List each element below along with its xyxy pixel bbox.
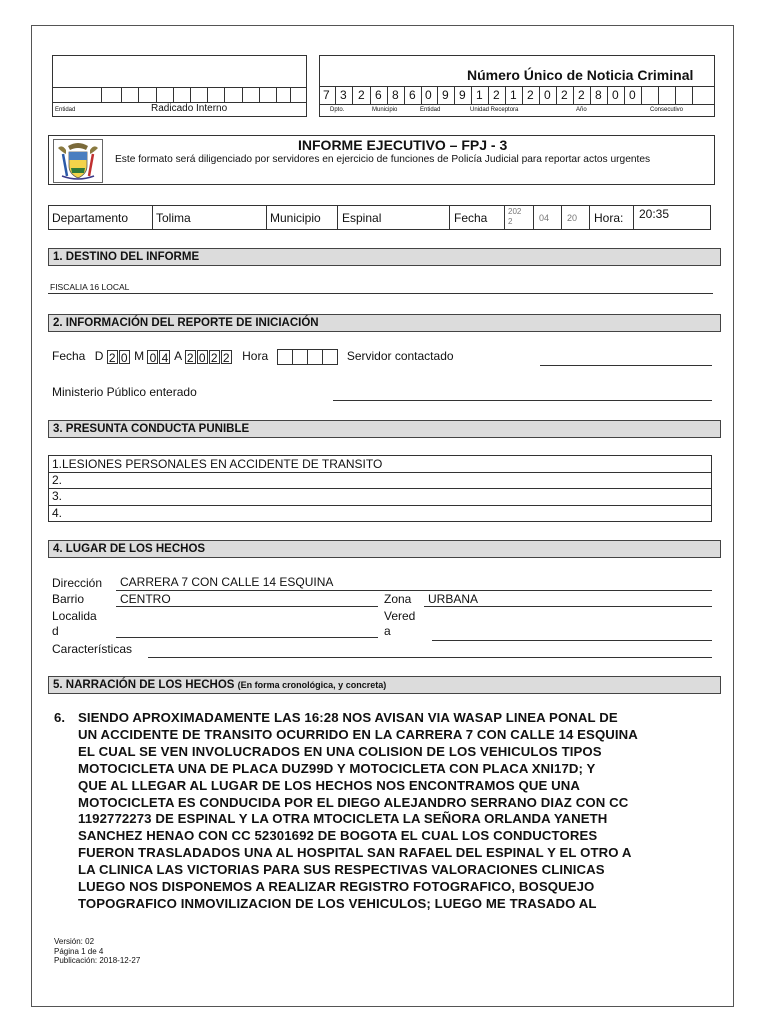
narrative-line: MOTOCICLETA UNA DE PLACA DUZ99D Y MOTOCICLETA CON PLACA XNI17D; Y — [78, 760, 596, 776]
hora-label: Hora: — [594, 211, 624, 225]
nunc-digit: 1 — [476, 88, 483, 102]
vereda-label-cont: a — [384, 624, 391, 638]
servidor-line — [540, 365, 712, 366]
localidad-label-cont: d — [52, 624, 59, 638]
footer-pagina: Página 1 de 4 — [54, 946, 104, 956]
narrative-line: TOPOGRAFICO INMOVILIZACION DE LOS VEHICULOS; LUEGO ME TRASADO AL — [78, 895, 597, 911]
nunc-box — [319, 55, 715, 117]
nunc-digit: 9 — [442, 88, 449, 102]
section1-heading: 1. DESTINO DEL INFORME — [48, 248, 721, 266]
narrative-line: MOTOCICLETA ES CONDUCIDA POR EL DIEGO ALEJANDRO SERRANO DIAZ CON CC — [78, 794, 629, 810]
narrative-line: LA CLINICA LAS VICTORIAS PARA SUS RESPECTIVAS VALORACIONES CLINICAS — [78, 862, 605, 878]
conducta-row: 3. — [52, 489, 63, 503]
narrative — [54, 710, 714, 913]
conducta-row: 1.LESIONES PERSONALES EN ACCIDENTE DE TRANSITO — [52, 457, 383, 471]
reporte-year-digit: 2 — [185, 350, 196, 364]
zona-value: URBANA — [428, 592, 479, 606]
fecha-month-value: 04 — [539, 213, 550, 223]
narrative-line: SIENDO APROXIMADAMENTE LAS 16:28 NOS AVISAN VIA WASAP LINEA PONAL DE — [78, 710, 618, 725]
footer — [54, 937, 140, 966]
reporte-month-digit: 4 — [159, 350, 170, 364]
location-row — [48, 205, 711, 230]
nunc-digit: 2 — [561, 88, 568, 102]
servidor-label: Servidor contactado — [346, 349, 454, 364]
localidad-label: Localida — [52, 609, 97, 623]
narrative-line: SANCHEZ HENAO CON CC 52301692 DE BOGOTA EL CUAL LOS CONDUCTORES — [78, 828, 598, 844]
reporte-a-label: A — [174, 349, 182, 364]
conducta-row: 2. — [52, 473, 63, 487]
narrative-number: 6. — [54, 710, 66, 725]
footer-version: Versión: 02 — [54, 937, 95, 946]
narrative-line: 1192772273 DE ESPINAL Y LA OTRA MTOCICLETA LA SEÑORA ORLANDA YANETH — [78, 811, 608, 827]
nunc-digit: 2 — [578, 88, 585, 102]
reporte-day-digit: 0 — [119, 350, 130, 364]
section5-note: (En forma cronológica, y concreta) — [237, 680, 387, 690]
reporte-d-label: D — [94, 349, 104, 364]
form-title: INFORME EJECUTIVO – FPJ - 3 — [298, 137, 508, 153]
reporte-year-digit: 2 — [221, 350, 232, 364]
reporte-year-digit: 2 — [209, 350, 220, 364]
nunc-digit: 0 — [629, 88, 636, 102]
section5-heading — [48, 676, 721, 694]
nunc-digit: 2 — [358, 88, 365, 102]
nunc-digit: 8 — [595, 88, 602, 102]
nunc-label-entidad: Entidad — [420, 107, 441, 113]
section4-heading: 4. LUGAR DE LOS HECHOS — [48, 540, 721, 558]
nunc-digit: 0 — [425, 88, 432, 102]
reporte-m-label: M — [134, 349, 145, 364]
vereda-label: Vered — [384, 609, 416, 623]
entidad-label: Entidad — [55, 107, 76, 113]
nunc-label-consecutivo: Consecutivo — [650, 107, 684, 113]
nunc-digit: 8 — [392, 88, 399, 102]
nunc-digit: 6 — [409, 88, 416, 102]
reporte-day-digit: 2 — [107, 350, 118, 364]
fecha-year-value: 202 2 — [508, 207, 522, 226]
reporte-month-digit: 0 — [147, 350, 158, 364]
fecha-label: Fecha — [454, 211, 488, 225]
radicado-box — [52, 55, 307, 117]
narrative-line: LUEGO NOS DISPONEMOS A REALIZAR REGISTRO FOTOGRAFICO, BOSQUEJO — [78, 879, 595, 895]
radicado-cells — [53, 87, 306, 103]
narrative-line: QUE AL LLEGAR AL LUGAR DE LOS HECHOS NOS ENCONTRAMOS QUE UNA — [78, 777, 581, 793]
nunc-digit: 9 — [459, 88, 466, 102]
section3-heading: 3. PRESUNTA CONDUCTA PUNIBLE — [48, 420, 721, 438]
direccion-value: CARRERA 7 CON CALLE 14 ESQUINA — [120, 575, 334, 589]
footer-publicacion: Publicación: 2018-12-27 — [54, 956, 141, 965]
colombia-coat-of-arms-icon — [54, 140, 102, 182]
caracteristicas-label: Características — [52, 642, 133, 656]
radicado-label: Radicado Interno — [151, 103, 228, 114]
emblem-frame — [53, 139, 103, 183]
form-subtitle: Este formato será diligenciado por servidores en ejercicio de funciones de Policía Judicial para reportar actos urgentes — [115, 154, 651, 165]
narrative-line: EL CUAL SE VEN INVOLUCRADOS EN UNA COLISION DE LOS VEHICULOS TIPOS — [78, 743, 602, 759]
nunc-digit: 0 — [544, 88, 551, 102]
nunc-label-dpto: Dpto. — [330, 107, 345, 113]
municipio-label: Municipio — [270, 211, 321, 225]
barrio-label: Barrio — [52, 592, 85, 606]
reporte-fecha-row — [52, 349, 454, 365]
direccion-label: Dirección — [52, 576, 103, 590]
destino-value: FISCALIA 16 LOCAL — [50, 282, 130, 292]
ministerio-line — [333, 400, 712, 401]
nunc-digit: 1 — [510, 88, 517, 102]
nunc-title: Número Único de Noticia Criminal — [467, 67, 694, 83]
conducta-row: 4. — [52, 506, 63, 520]
departamento-value: Tolima — [156, 211, 191, 225]
section2-heading: 2. INFORMACIÓN DEL REPORTE DE INICIACIÓN — [48, 314, 721, 332]
nunc-digit: 6 — [375, 88, 382, 102]
reporte-fecha-label: Fecha — [52, 349, 86, 364]
narrative-line: UN ACCIDENTE DE TRANSITO OCURRIDO EN LA CARRERA 7 CON CALLE 14 ESQUINA — [78, 726, 638, 742]
departamento-label: Departamento — [52, 211, 129, 225]
nunc-digit: 2 — [527, 88, 534, 102]
conducta-table — [48, 455, 712, 522]
section5-title: 5. NARRACIÓN DE LOS HECHOS — [53, 679, 235, 691]
hora-value: 20:35 — [639, 207, 670, 221]
reporte-year-digit: 0 — [197, 350, 208, 364]
nunc-label-municipio: Municipio — [372, 107, 398, 113]
municipio-value: Espinal — [342, 211, 382, 225]
nunc-digit: 3 — [340, 88, 347, 102]
nunc-label-unidad: Unidad Receptora — [470, 107, 519, 113]
ministerio-label: Ministerio Público enterado — [52, 385, 197, 399]
narrative-line: FUERON TRASLADADOS UNA AL HOSPITAL SAN RAFAEL DEL ESPINAL Y EL OTRO A — [78, 845, 632, 861]
zona-label: Zona — [384, 592, 412, 606]
nunc-label-anio: Año — [576, 107, 587, 113]
reporte-hora-label: Hora — [242, 349, 269, 364]
barrio-value: CENTRO — [120, 592, 171, 606]
nunc-digit: 0 — [612, 88, 619, 102]
nunc-digit: 2 — [493, 88, 500, 102]
destino-line — [48, 293, 713, 294]
fecha-day-value: 20 — [567, 213, 578, 223]
nunc-digit: 7 — [323, 88, 330, 102]
